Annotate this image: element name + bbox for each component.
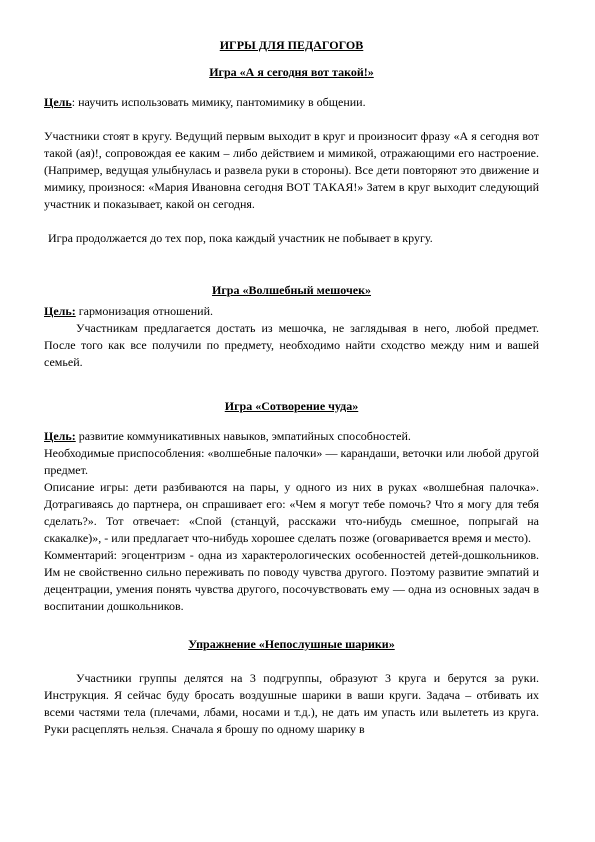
game3-heading: Игра «Сотворение чуда» — [224, 399, 359, 413]
game3-goal-label: Цель: — [44, 429, 76, 443]
game2-goal-label: Цель: — [44, 304, 76, 318]
game3-goal — [44, 428, 539, 445]
exercise-paragraph-1: Участники группы делятся на 3 подгруппы, образуют 3 круга и берутся за руки. Инструкция. Я сейчас буду бросать воздушные шарики в ваши круги. Задача – отбивать их всеми частями тела (плечами, лбами, носами и т.д.), не дать им упасть или вылететь из круга. Руки расцеплять нельзя. Сначала я брошу по одному шарику в — [44, 671, 539, 736]
game2-goal-text: гармонизация отношений. — [75, 304, 214, 318]
game2-heading: Игра «Волшебный мешочек» — [211, 283, 372, 297]
game2-paragraph-1: Участникам предлагается достать из мешочка, не заглядывая в него, любой предмет. После того как все получили по предмету, необходимо найти сходство между ним и вашей семьей. — [44, 321, 539, 369]
game2-goal — [44, 303, 539, 320]
game1-goal-label: Цель — [44, 95, 72, 109]
game1-goal — [44, 94, 539, 111]
exercise-heading: Упражнение «Непослушные шарики» — [188, 637, 395, 651]
document-title: ИГРЫ ДЛЯ ПЕДАГОГОВ — [219, 38, 364, 52]
game1-heading: Игра «А я сегодня вот такой!» — [209, 65, 374, 79]
game1-paragraph-2: Игра продолжается до тех пор, пока каждый участник не побывает в кругу. — [48, 231, 433, 245]
game1-paragraph-1: Участники стоят в кругу. Ведущий первым выходит в круг и произносит фразу «А я сегодня вот такой (ая)!, сопровождая ее каким – либо действием и мимикой, отражающими его настроение. (Например, ведущая улыбнулась и развела руки в стороны). Все дети повторяют это движение и мимику, произнося: «Мария Ивановна сегодня ВОТ ТАКАЯ!» Затем в круг выходит следующий участник и показывает, какой он сегодня. — [44, 129, 539, 211]
game1-goal-text: : научить использовать мимику, пантомимику в общении. — [71, 95, 366, 109]
game3-tools: Необходимые приспособления: «волшебные палочки» — карандаши, веточки или любой другой предмет. — [44, 446, 539, 477]
game3-goal-text: развитие коммуникативных навыков, эмпатийных способностей. — [75, 429, 411, 443]
game3-comment: Комментарий: эгоцентризм - одна из характерологических особенностей детей-дошкольников. Им не свойственно сильно переживать по поводу чувства другого. Поэтому развитие эмпатий и децентрации, умения понять чувства другого, посочувствовать ему — одна из основных задач в воспитании дошкольников. — [44, 548, 539, 613]
game3-description: Описание игры: дети разбиваются на пары, у одного из них в руках «волшебная палочка». Дотрагиваясь до партнера, он спрашивает его: «Чем я могут тебе помочь? Что я могу для тебя сделать?». Тот отвечает: «Спой (станцуй, расскажи что-нибудь смешное, попрыгай на скакалке)», - или предлагает что-нибудь хорошее сделать позже (оговаривается время и место). — [44, 480, 539, 545]
